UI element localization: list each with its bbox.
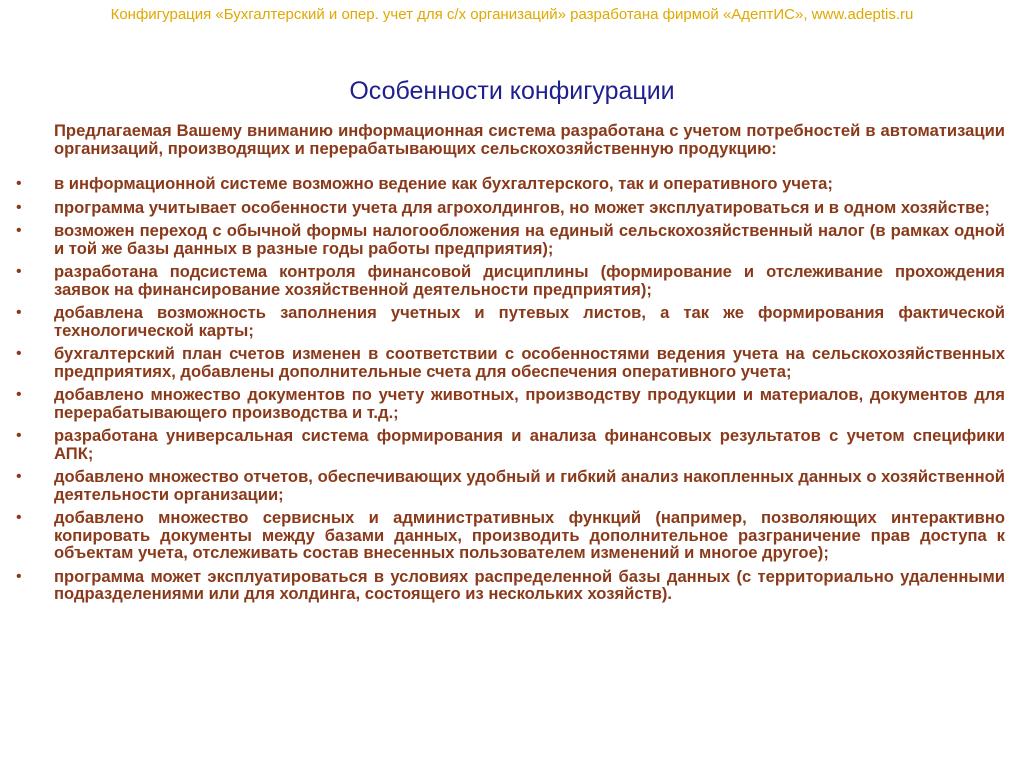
bullet-text: бухгалтерский план счетов изменен в соответствии с особенностями ведения учета на сельскохозяйственных предприятиях, добавлены дополнительные счета для обеспечения оперативного учета;	[54, 344, 1005, 381]
bullet-text: добавлено множество отчетов, обеспечивающих удобный и гибкий анализ накопленных данных о хозяйственной деятельности организации;	[54, 467, 1005, 504]
bullet-dot-icon: •	[16, 468, 22, 485]
bullet-dot-icon: •	[16, 345, 22, 362]
bullet-text: программа учитывает особенности учета для агрохолдингов, но может эксплуатироваться и в одном хозяйстве;	[54, 197, 990, 217]
bullet-dot-icon: •	[16, 304, 22, 321]
bullet-text: добавлена возможность заполнения учетных и путевых листов, а так же формирования фактической технологической карты;	[54, 303, 1005, 340]
bullet-dot-icon: •	[16, 567, 22, 585]
bullet-text: возможен переход с обычной формы налогообложения на единый сельскохозяйственный налог (в рамках одной и той же базы данных в разные годы работы предприятия);	[54, 221, 1005, 258]
bullet-dot-icon: •	[16, 386, 22, 403]
bullet-dot-icon: •	[16, 222, 22, 239]
bullet-text: программа может эксплуатироваться в условиях распределенной базы данных (с территориально удаленными подразделениями или для холдинга, состоящего из нескольких хозяйств).	[54, 566, 1005, 603]
bullet-item	[16, 467, 1005, 504]
bullet-item	[16, 508, 1005, 562]
bullet-item	[16, 344, 1005, 381]
bullet-item	[16, 197, 1005, 217]
slide-title: Особенности конфигурации	[349, 76, 675, 105]
slide-content	[0, 122, 1024, 609]
feature-bullet-list	[0, 175, 1024, 603]
bullet-text: добавлено множество документов по учету животных, производству продукции и материалов, документов для перерабатывающего производства и т.д.;	[54, 385, 1005, 422]
bullet-text: добавлено множество сервисных и административных функций (например, позволяющих интерактивно копировать документы между базами данных, производить дополнительное разграничение прав доступа к объектам учета, отслеживать состав внесенных пользователем изменений и многое другое);	[54, 508, 1005, 562]
bullet-dot-icon: •	[16, 263, 22, 280]
bullet-item	[16, 566, 1005, 603]
bullet-dot-icon: •	[16, 427, 22, 444]
intro-paragraph: Предлагаемая Вашему вниманию информационная система разработана с учетом потребностей в автоматизации организаций, производящих и перерабатывающих сельскохозяйственную продукцию:	[54, 121, 1005, 158]
bullet-dot-icon: •	[16, 198, 22, 216]
bullet-dot-icon: •	[16, 509, 22, 526]
bullet-text: в информационной системе возможно ведение как бухгалтерского, так и оперативного учета;	[54, 174, 833, 193]
bullet-item	[16, 174, 1005, 193]
bullet-item	[16, 221, 1005, 258]
bullet-text: разработана подсистема контроля финансовой дисциплины (формирование и отслеживание прохождения заявок на финансирование хозяйственной деятельности предприятия);	[54, 262, 1005, 299]
bullet-text: разработана универсальная система формирования и анализа финансовых результатов с учетом специфики АПК;	[54, 426, 1005, 463]
bullet-item	[16, 262, 1005, 299]
bullet-item	[16, 303, 1005, 340]
bullet-item	[16, 426, 1005, 463]
slide-header-caption: Конфигурация «Бухгалтерский и опер. учет для с/х организаций» разработана фирмой «АдептИС», www.adeptis.ru	[110, 6, 914, 23]
bullet-dot-icon: •	[16, 175, 22, 192]
bullet-item	[16, 385, 1005, 422]
